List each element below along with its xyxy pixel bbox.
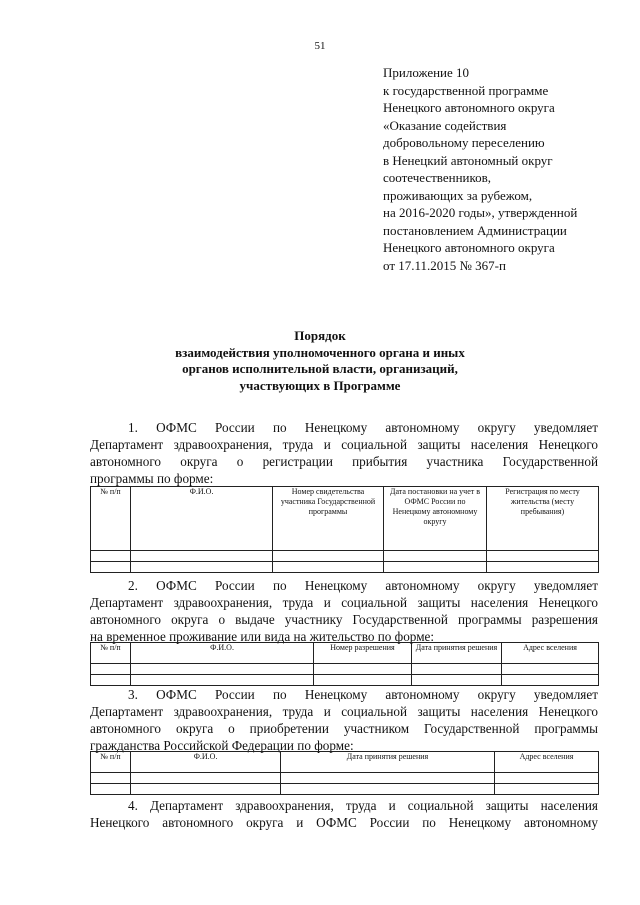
table-cell xyxy=(273,551,384,562)
table-cell xyxy=(131,664,314,675)
table-row xyxy=(91,664,599,675)
table-header-cell: Дата принятия решения xyxy=(281,752,495,773)
paragraph-line: Департамент здравоохранения, труда и социальной защиты населения Ненецкого xyxy=(90,704,598,719)
table-cell xyxy=(314,675,412,686)
paragraph-line: гражданства Российской Федерации по форме: xyxy=(90,738,354,753)
table-header-cell: Ф.И.О. xyxy=(131,752,281,773)
appendix-line: проживающих за рубежом, xyxy=(383,187,533,203)
document-title xyxy=(0,328,640,394)
appendix-line: Ненецкого автономного округа xyxy=(383,240,555,255)
paragraph-4 xyxy=(90,797,598,831)
table-header-cell: Регистрация по месту жительства (месту пребывания) xyxy=(487,487,599,551)
table-cell xyxy=(412,664,502,675)
table-cell xyxy=(412,675,502,686)
table-cell xyxy=(384,562,487,573)
table-cell xyxy=(314,664,412,675)
paragraph-line: 3. ОФМС России по Ненецкому автономному округу уведомляет xyxy=(128,687,598,702)
paragraph-line: автономного округа о выдаче участнику Государственной программы разрешения xyxy=(90,612,598,627)
table-header-cell: № п/п xyxy=(91,487,131,551)
paragraph-line: автономного округа о приобретении участником Государственной программы xyxy=(90,721,598,736)
table-header-cell: Адрес вселения xyxy=(495,752,599,773)
table-cell xyxy=(502,675,599,686)
table-header-cell: № п/п xyxy=(91,752,131,773)
table-header-cell: Ф.И.О. xyxy=(131,487,273,551)
paragraph-line: Ненецкого автономного округа и ОФМС России по Ненецкому автономному xyxy=(90,815,598,830)
table-row xyxy=(91,562,599,573)
table-cell xyxy=(281,784,495,795)
table-header-cell: № п/п xyxy=(91,643,131,664)
paragraph-line: автономного округа о регистрации прибытия участника Государственной xyxy=(90,454,598,469)
table-cell xyxy=(91,784,131,795)
title-line: взаимодействия уполномоченного органа и иных xyxy=(175,344,465,360)
paragraph-line: Департамент здравоохранения, труда и социальной защиты населения Ненецкого xyxy=(90,437,598,452)
appendix-line: Ненецкого автономного округа xyxy=(383,100,555,115)
appendix-line: соотечественников, xyxy=(383,170,492,185)
table-cell xyxy=(91,562,131,573)
table-header-cell: Дата принятия решения xyxy=(412,643,502,664)
table-cell xyxy=(131,562,273,573)
title-line: участвующих в Программе xyxy=(239,377,401,393)
paragraph-1 xyxy=(90,419,598,487)
table-cell xyxy=(131,551,273,562)
title-line: органов исполнительной власти, организаций, xyxy=(182,361,458,376)
appendix-line: в Ненецкий автономный округ xyxy=(383,152,553,168)
appendix-line: «Оказание содействия xyxy=(383,117,507,133)
appendix-line: постановлением Администрации xyxy=(383,222,567,238)
table-cell xyxy=(495,784,599,795)
table-cell xyxy=(91,675,131,686)
page-number: 51 xyxy=(314,40,326,52)
paragraph-line: программы по форме: xyxy=(90,471,214,486)
table-cell xyxy=(273,562,384,573)
paragraph-line: Департамент здравоохранения, труда и социальной защиты населения Ненецкого xyxy=(90,595,598,610)
table-header-cell: Дата постановки на учет в ОФМС России по Ненецкому автономному округу xyxy=(384,487,487,551)
table-header-cell: Номер свидетельства участника Государственной программы xyxy=(273,487,384,551)
table-header-cell: Адрес вселения xyxy=(502,643,599,664)
table-cell xyxy=(487,562,599,573)
table-cell xyxy=(91,664,131,675)
table-header-cell: Ф.И.О. xyxy=(131,643,314,664)
table-cell xyxy=(131,675,314,686)
table-row xyxy=(91,773,599,784)
table-row xyxy=(91,784,599,795)
table-cell xyxy=(487,551,599,562)
title-line: Порядок xyxy=(294,328,346,343)
table-cell xyxy=(384,551,487,562)
appendix-line: от 17.11.2015 № 367-п xyxy=(383,257,506,273)
appendix-line: Приложение 10 xyxy=(383,65,470,80)
table-cell xyxy=(502,664,599,675)
table-cell xyxy=(495,773,599,784)
table-cell xyxy=(281,773,495,784)
table-row xyxy=(91,675,599,686)
appendix-block xyxy=(383,64,613,274)
form-table-registration xyxy=(90,486,599,573)
table-header-cell: Номер разрешения xyxy=(314,643,412,664)
paragraph-3 xyxy=(90,686,598,754)
paragraph-line: 1. ОФМС России по Ненецкому автономному округу уведомляет xyxy=(128,420,598,435)
table-cell xyxy=(131,773,281,784)
appendix-line: на 2016-2020 годы», утвержденной xyxy=(383,205,578,220)
table-cell xyxy=(91,551,131,562)
paragraph-2 xyxy=(90,577,598,645)
table-cell xyxy=(131,784,281,795)
paragraph-line: на временное проживание или вида на жительство по форме: xyxy=(90,629,435,644)
appendix-line: добровольному переселению xyxy=(383,135,545,150)
form-table-citizenship xyxy=(90,751,599,795)
table-row xyxy=(91,551,599,562)
paragraph-line: 2. ОФМС России по Ненецкому автономному округу уведомляет xyxy=(128,578,598,593)
appendix-line: к государственной программе xyxy=(383,82,549,98)
form-table-residence-permit xyxy=(90,642,599,686)
paragraph-line: 4. Департамент здравоохранения, труда и социальной защиты населения xyxy=(128,798,598,813)
table-cell xyxy=(91,773,131,784)
